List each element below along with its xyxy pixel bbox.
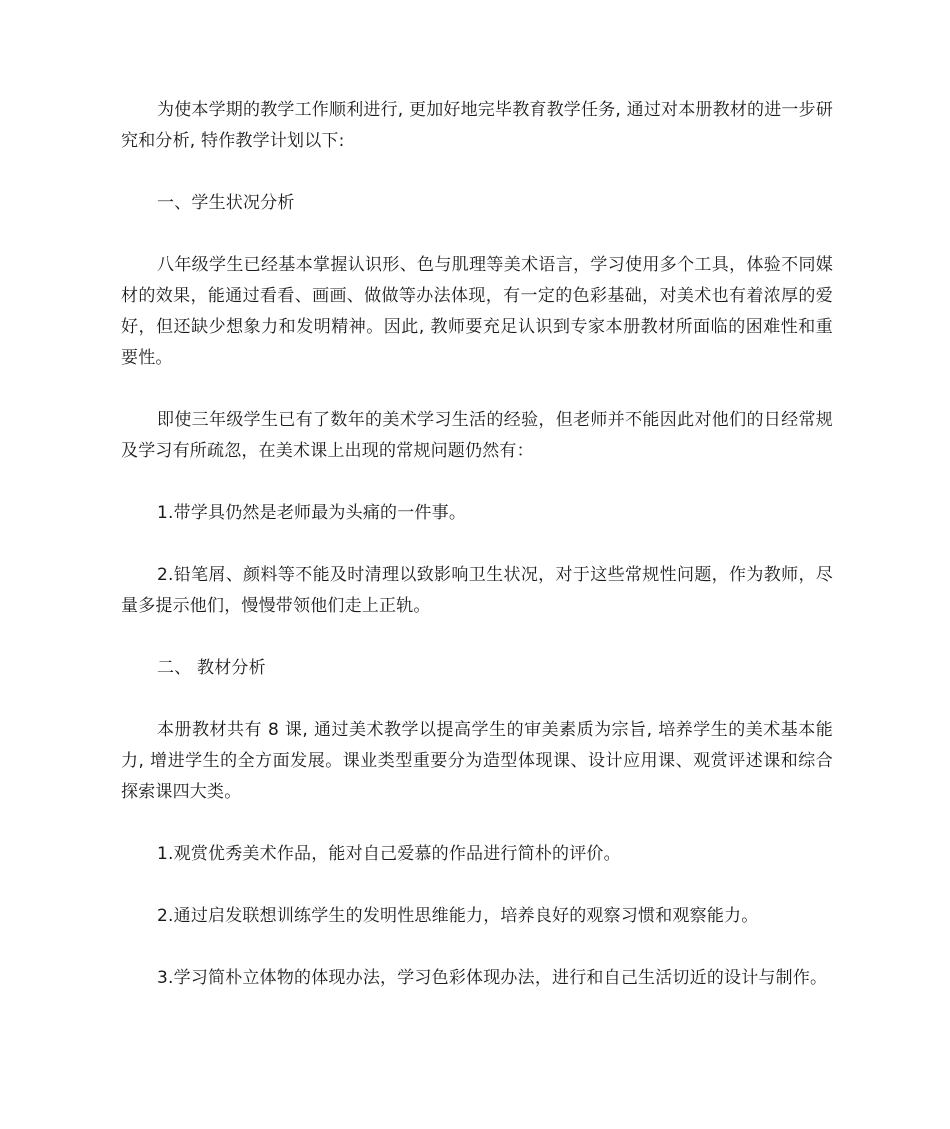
list-item: 2.通过启发联想训练学生的发明性思维能力，培养良好的观察习惯和观察能力。 [157,906,759,926]
routine-issues-paragraph: 即使三年级学生已有了数年的美术学习生活的经验，但老师并不能因此对他们的日经常规及学习有所疏忽，在美术课上出现的常规问题仍然有： [121,410,833,461]
list-item: 2.铅笔屑、颜料等不能及时清理以致影响卫生状况，对于这些常规性问题，作为教师，尽量多提示他们，慢慢带领他们走上正轨。 [121,565,833,616]
textbook-analysis-paragraph: 本册教材共有 8 课, 通过美术教学以提高学生的审美素质为宗旨, 培养学生的美术基本能力, 增进学生的全方面发展。课业类型重要分为造型体现课、设计应用课、观赏评述课和综合探索课四大类。 [121,720,833,802]
list-item: 1.带学具仍然是老师最为头痛的一件事。 [157,503,467,523]
student-analysis-paragraph: 八年级学生已经基本掌握认识形、色与肌理等美术语言，学习使用多个工具，体验不同媒材的效果，能通过看看、画画、做做等办法体现，有一定的色彩基础，对美术也有着浓厚的爱好，但还缺少想象力和发明精神。因此, 教师要充足认识到专家本册教材所面临的困难性和重要性。 [121,255,833,368]
document-body [121,95,833,1025]
intro-paragraph: 为使本学期的教学工作顺利进行, 更加好地完毕教育教学任务, 通过对本册教材的进一步研究和分析, 特作教学计划以下: [121,100,834,151]
list-item: 1.观赏优秀美术作品，能对自己爱慕的作品进行简朴的评价。 [157,844,621,864]
list-item: 3.学习简朴立体物的体现办法，学习色彩体现办法，进行和自己生活切近的设计与制作。 [157,968,828,988]
section-heading-student-analysis: 一、学生状况分析 [157,193,295,213]
section-heading-textbook-analysis: 二、 教材分析 [157,658,266,678]
